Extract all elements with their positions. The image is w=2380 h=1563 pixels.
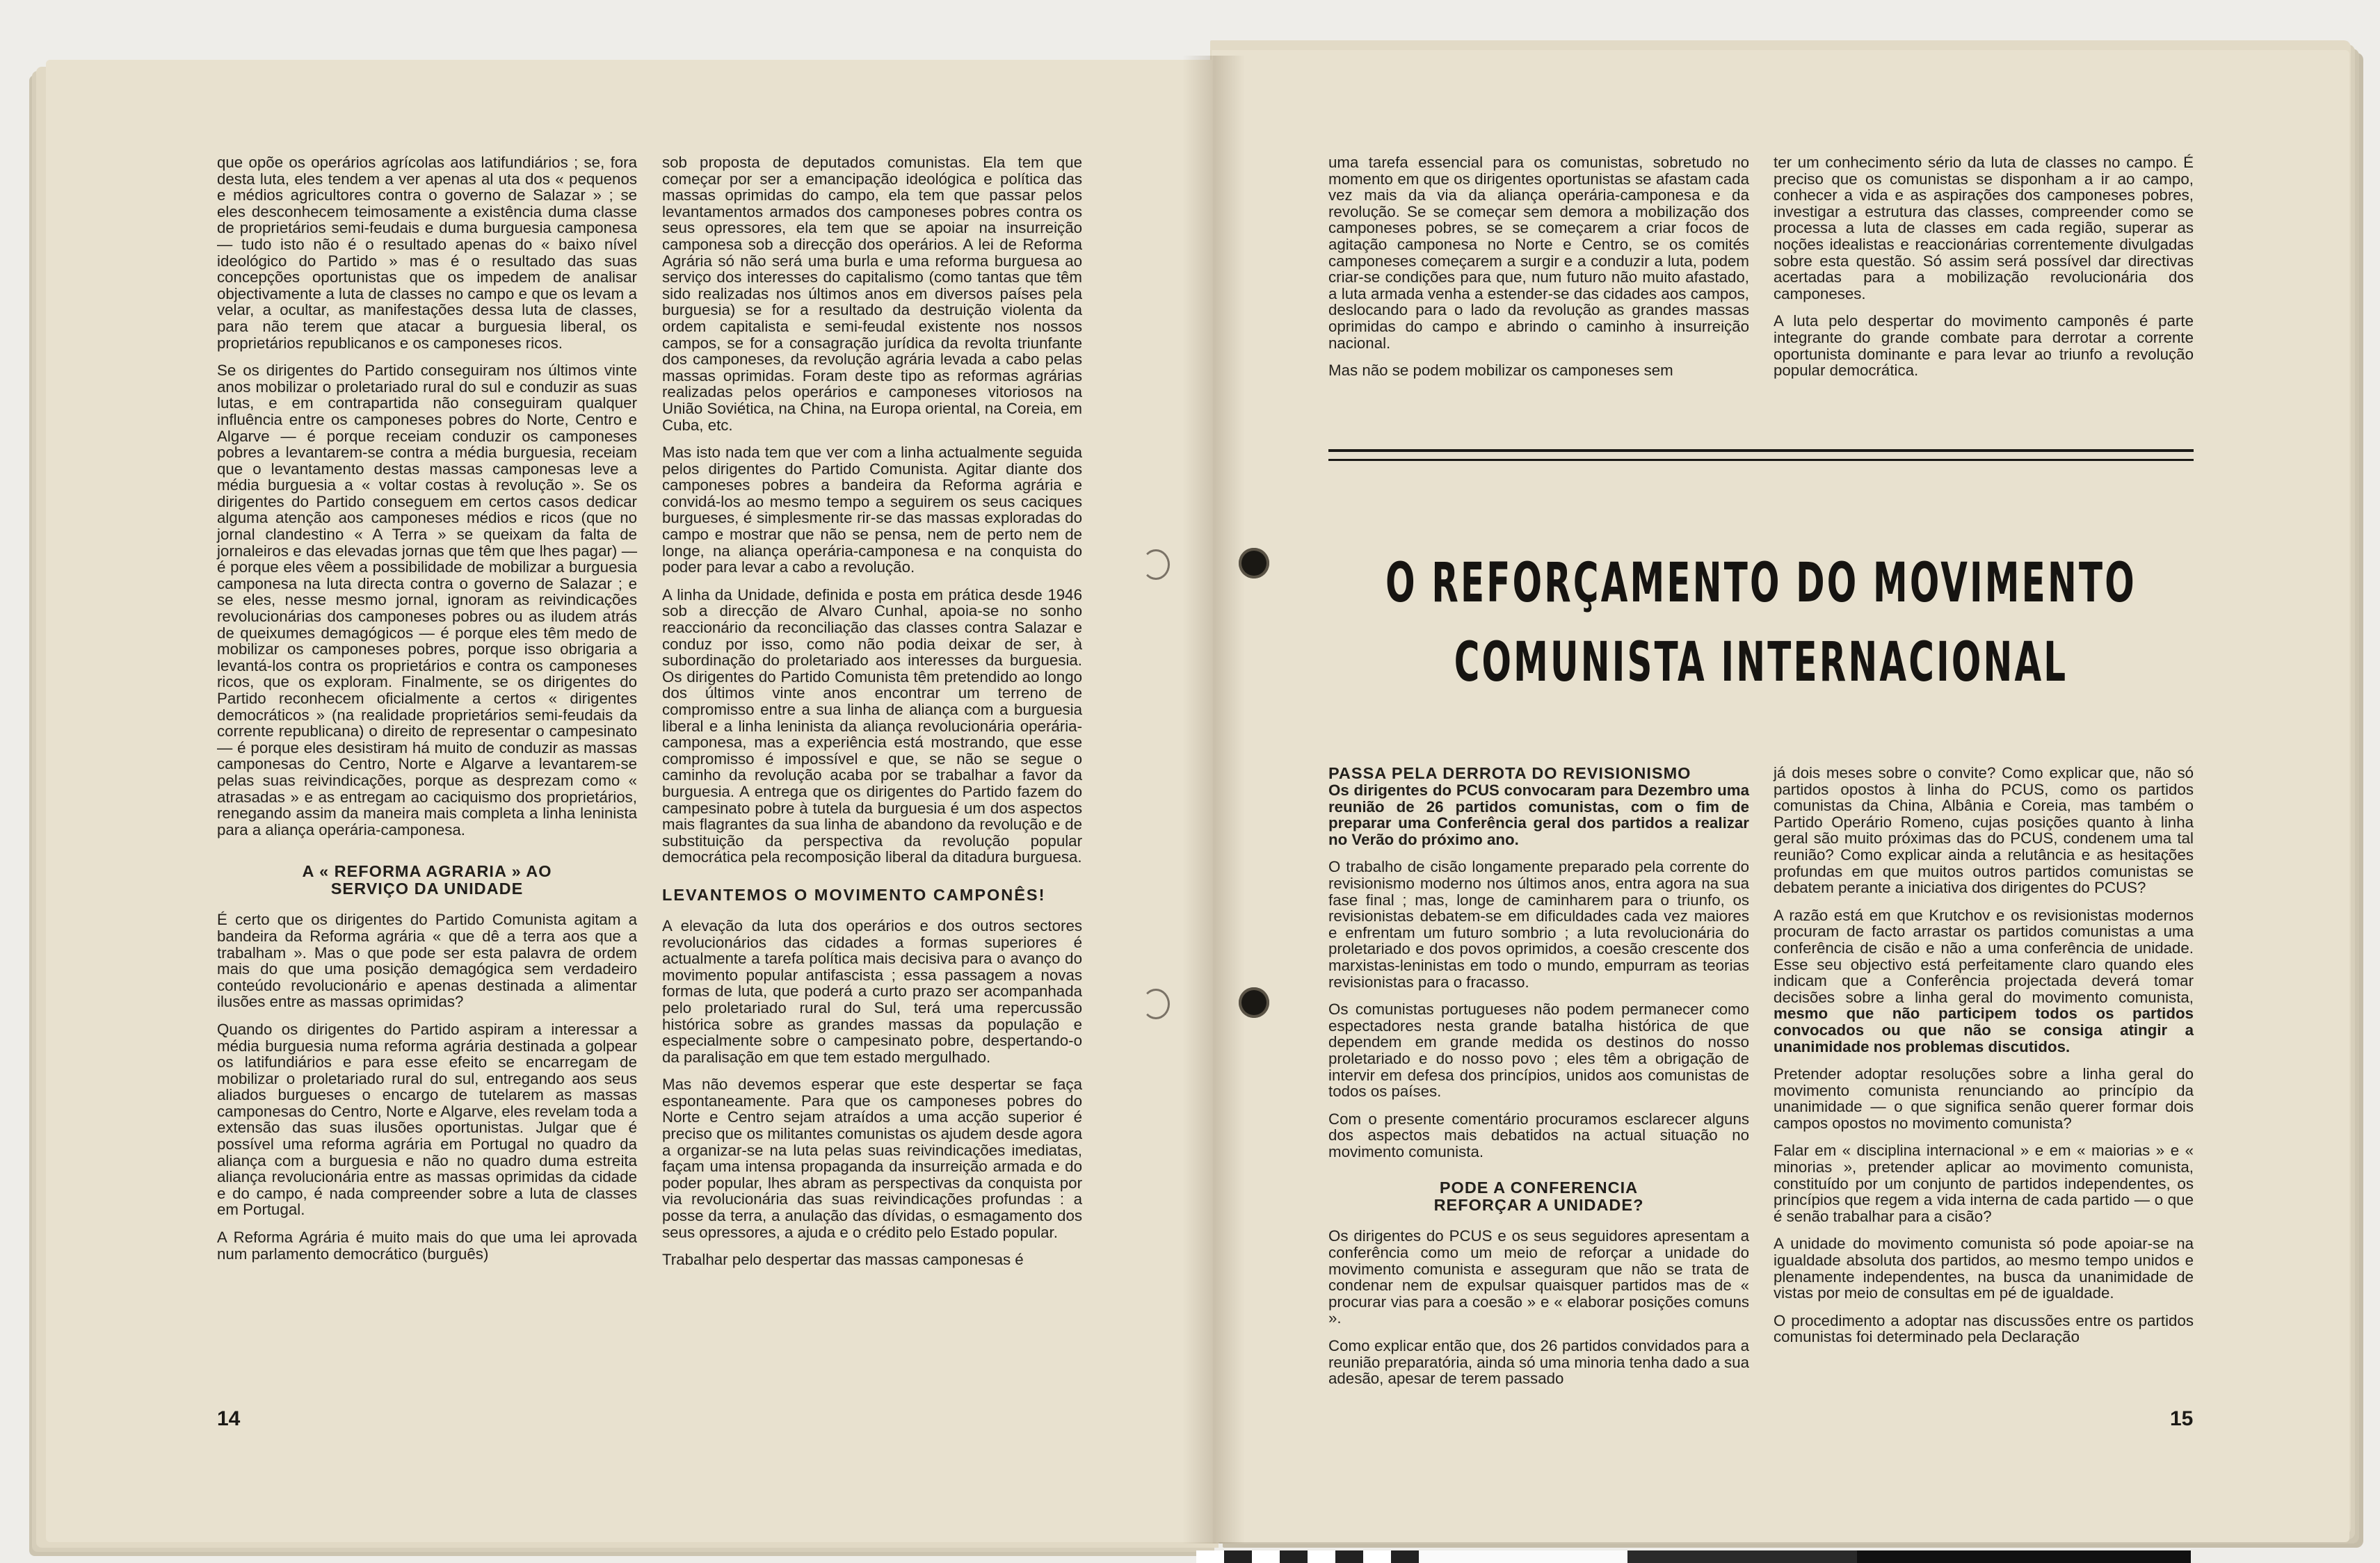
right-top-column-2 [1774,154,2194,390]
paragraph-text: A razão está em que Krutchov e os revisionistas modernos procuram de facto arrastar os partidos comunistas a uma conferência de cisão e não a uma conferência de unidade. Esse seu objectivo está perfeitamente claro quando eles indicam que a Conferência projectada deverá tomar decisões sobre a linha geral do movimento comunista, [1774,906,2194,1006]
binding-hole-bottom [1239,987,1269,1018]
paragraph: uma tarefa essencial para os comunistas, sobretudo no momento em que os dirigentes oportunistas se afastam cada vez mais da via da aliança operária-camponesa e da revolução. Se se começar sem demora a mobilização dos camponeses pobres, se se começarem a criar focos de agitação camponesa no Norte e Centro, se os comités camponeses começarem a surgir e a conduzir a luta, podem criar-se condições para que, num futuro não muito afastado, a luta armada venha a estender-se das cidades aos campos, deslocando para o lado da revolução as grandes massas oprimidas do campo e abrindo o caminho à insurreição nacional. [1328,154,1749,352]
paragraph: O trabalho de cisão longamente preparado pela corrente do revisionismo moderno nos últimos anos, entra agora na sua fase final ; mas, longe de caminharem para o triunfo, os revisionistas debatem-se em dificuldades cada vez maiores e enfrentam um futuro sombrio ; a luta revolucionária do proletariado e dos povos oprimidos, a coesão crescente dos marxistas-leninistas em todo o mundo, empurram as teorias revisionistas para o fracasso. [1328,858,1749,991]
paragraph: Como explicar então que, dos 26 partidos convidados para a reunião preparatória, ainda só uma minoria tenha dado a sua adesão, apesar de terem passado [1328,1337,1749,1388]
separator-rule-thick [1328,449,2194,452]
left-column-1 [217,154,637,1273]
paragraph: já dois meses sobre o convite? Como explicar que, não só partidos opostos à linha do PCUS, como os partidos comunistas da China, Albânia e Coreia, mas também o Partido Operário Romeno, cujas posições quanto à linha geral são muito próximas das do PCUS, condenem uma tal reunião? Como explicar ainda a relutância e as hesitações profundas em que muitos outros partidos comunistas se debatem perante a iniciativa dos dirigentes do PCUS? [1774,764,2194,897]
binding-coil-bottom [1142,989,1170,1019]
paragraph: Se os dirigentes do Partido conseguiram nos últimos vinte anos mobilizar o proletariado rural do sul e conduzir as suas lutas, e em contrapartida não conseguiram qualquer influência entre os camponeses pobres do Norte, Centro e Algarve — é porque receiam conduzir os camponeses pobres a levantarem-se contra a média burguesia, receiam que o levantamento destas massas camponesas leve a média burguesia a « voltar costas à revolução ». Se os dirigentes do Partido conseguem em certos casos dedicar alguma atenção aos camponeses médios e ricos (que no jornal clandestino « A Terra » se queixam da falta de jornaleiros e das elevadas jornas que têm que lhes pagar) — é porque eles vêem a possibilidade de mobilizar a burguesia camponesa na luta directa contra o governo de Salazar ; e se eles, nesse mesmo jornal, ignoram as reivindicações revolucionárias dos camponeses pobres ou as iludem atrás de queixumes demagógicos — é porque eles têm medo de mobilizar os camponeses pobres, porque isso obrigaria a levantá-los contra os proprietários e contra os camponeses ricos, que os exploram. Finalmente, se os dirigentes do Partido reconhecem oficialmente a certos « dirigentes democráticos » (na realidade proprietários semi-feudais da corrente republicana) o direito de representar o campesinato — é porque eles desistiram há muito de conduzir as massas camponesas do Centro, Norte e Algarve a levantarem-se pelas suas reivindicações, porque as desprezam como « atrasadas » e as entregam ao caciquismo dos proprietários, renegando assim da maneira mais completa a linha leninista para a aliança operária-camponesa. [217,362,637,839]
paragraph: Trabalhar pelo despertar das massas camponesas é [662,1251,1024,1269]
headline-line-2: COMUNISTA INTERNACIONAL [1454,631,2068,694]
paragraph: Pretender adoptar resoluções sobre a linha geral do movimento comunista renunciando ao princípio da unanimidade — o que significa senão querer formar dois campos opostos no movimento comunista? [1774,1065,2194,1132]
paragraph: A linha da Unidade, definida e posta em prática desde 1946 sob a direcção de Alvaro Cunhal, apoia-se no sonho reaccionário da reconciliação das classes contra Salazar e conduz por isso, como não podia deixar de ser, à subordinação do proletariado aos interesses da burguesia. Os dirigentes do Partido Comunista têm pretendido ao longo dos últimos vinte anos encontrar um terreno de compromisso entre a sua linha de aliança com a burguesia liberal e a linha leninista da aliança revolucionária operária-camponesa, mas a experiência está mostrando, que esse compromisso é impossível e que, se não se segue o caminho da revolução acaba por se trabalhar a favor da burguesia. A entrega que os dirigentes do Partido fazem do campesinato pobre à tutela da burguesia é um dos aspectos mais flagrantes da sua linha de abandono da revolução e de substituição da perspectiva da revolução popular democrática pela recomposição liberal da ditadura burguesa. [662,585,1082,866]
article-headline [1385,544,2137,702]
paragraph: Falar em « disciplina internacional » e em « maiorias » e « minorias », pretender aplicar ao movimento comunista, constituído por um conjunto de partidos independentes, os princípios que regem a vida interna de cada partido — o que é senão trabalhar para a cisão? [1774,1142,2194,1225]
paragraph: sob proposta de deputados comunistas. Ela tem que começar por ser a emancipação ideológica e política das massas oprimidas do campo, ela tem que passar pelos levantamentos armados dos camponeses pobres contra os seus opressores, ela tem que se apoiar na insurreição camponesa sob a direcção dos operários. A lei de Reforma Agrária só não será uma burla e uma reforma burguesa ao serviço dos interesses do capitalismo (como tantas que têm sido realizadas nos últimos anos em diversos países pela burguesia) se for a resultado da destruição violenta da ordem capitalista e semi-feudal existente nos nossos campos, se for a consagração jurídica da revolta triunfante dos camponeses, da revolução agrária levada a cabo pelas massas oprimidas. Foram deste tipo as reformas agrárias realizadas pelos operários e camponeses vitoriosos na União Soviética, na China, na Europa oriental, na Coreia, em Cuba, etc. [662,154,1082,434]
paragraph: Mas não devemos esperar que este despertar se faça espontaneamente. Para que os camponeses pobres do Norte e Centro sejam atraídos a uma acção superior é preciso que os militantes comunistas os ajudem desde agora a organizar-se na luta pelas suas reivindicações imediatas, façam uma intensa propaganda da insurreição armada e do poder popular, lhes abram as perspectivas da conquista por via revolucionária das suas reivindicações profundas : a posse da terra, a anulação das dívidas, o esmagamento dos seus opressores, a ajuda e o crédito pelo Estado popular. [662,1076,1082,1241]
paragraph: Mas não se podem mobilizar os camponeses sem [1328,362,1673,380]
paragraph: A elevação da luta dos operários e dos outros sectores revolucionários das cidades a formas superiores é actualmente a tarefa política mais decisiva para o avanço do movimento popular antifascista ; essa passagem a novas formas de luta, que poderá a curto prazo ser acompanhada pelo proletariado rural do Sul, terá uma repercussão histórica sobre as grandes massas da população e especialmente sobre o campesinato pobre, despertando-o da paralisação em que tem estado mergulhado. [662,916,1082,1066]
binding-coil-top [1142,549,1170,580]
paragraph: É certo que os dirigentes do Partido Comunista agitam a bandeira da Reforma agrária « que dê a terra aos que a trabalham ». Mas o que pode ser esta palavra de ordem mais do que uma posição demagógica sem verdadeiro conteúdo revolucionário e apenas destinada a alimentar ilusões entre as massas oprimidas? [217,911,637,1011]
scan-ruler [1196,1550,2191,1563]
paragraph: A luta pelo despertar do movimento camponês é parte integrante do grande combate para derrotar a corrente oportunista dominante e para levar ao triunfo a revolução popular democrática. [1774,312,2194,380]
paragraph: O procedimento a adoptar nas discussões entre os partidos comunistas foi determinado pela Declaração [1774,1311,2194,1346]
paragraph: Os dirigentes do PCUS convocaram para Dezembro uma reunião de 26 partidos comunistas, com o fim de preparar uma Conferência geral dos partidos a realizar no Verão do próximo ano. [1328,782,1749,848]
section-subheading: PODE A CONFERENCIA REFORÇAR A UNIDADE? [1433,1179,1644,1215]
paragraph: que opõe os operários agrícolas aos latifundiários ; se, fora desta luta, eles tendem a ver apenas al uta dos « pequenos e médios agricultores contra o governo de Salazar » ; se eles desconhecem teimosamente a existência duma classe de proprietários semi-feudais e duma burguesia camponesa — tudo isto não é o resultado apenas do « baixo nível ideológico do Partido » mas é o resultado das suas concepções oportunistas que os impedem de analisar objectivamente a luta de classes no campo e que os levam a velar, a ocultar, as manifestações dessa luta de classes, para não terem que atacar a burguesia liberal, os proprietários republicanos e os camponeses ricos. [217,154,637,352]
emphasis-text: mesmo que não participem todos os partidos convocados ou que não se consiga atingir a unanimidade nos problemas discutidos. [1774,1005,2194,1055]
right-top-column-1 [1328,154,1749,390]
paragraph: Os comunistas portugueses não podem permanecer como espectadores nesta grande batalha histórica de que dependem em grande medida os destinos do nosso proletariado e do nosso povo ; eles têm a obrigação de intervir em defesa dos princípios, unidos aos comunistas de todos os países. [1328,1001,1749,1101]
section-heading: LEVANTEMOS O MOVIMENTO CAMPONÊS! [662,885,1046,904]
section-heading: PASSA PELA DERROTA DO REVISIONISMO [1328,764,1691,782]
headline-line-1: O REFORÇAMENTO DO MOVIMENTO [1385,552,2137,615]
left-column-2 [662,154,1082,1279]
section-heading: A « REFORMA AGRARIA » AO SERVIÇO DA UNIDADE [302,862,552,898]
right-bottom-column-2 [1774,765,2194,1357]
paragraph: Quando os dirigentes do Partido aspiram a interessar a média burguesia numa reforma agrária destinada a golpear os latifundiários e para esse efeito se encarregam de mobilizar o proletariado rural do sul, entregando aos seus aliados burgueses o encargo de tutelarem as massas camponesas do Centro, Norte e Algarve, eles revelam toda a extensão das suas ilusões oportunistas. Julgar que é possível uma reforma agrária em Portugal no quadro da aliança com a burguesia e não no quadro duma estreita aliança revolucionária entre as massas oprimidas da cidade e do campo, é nada compreender sobre a luta de classes em Portugal. [217,1020,637,1219]
book-gutter [1182,56,1245,1544]
page-number-left: 14 [217,1407,241,1430]
page-number-right: 15 [2170,1407,2194,1430]
paragraph: Mas isto nada tem que ver com a linha actualmente seguida pelos dirigentes do Partido Comunista. Agitar diante dos camponeses pobres a bandeira da Reforma agrária e convidá-los ao mesmo tempo a seguirem os seus caciques burgueses, é simplesmente rir-se das massas exploradas do campo e mostrar que não se pensa, nem de perto nem de longe, na aliança operária-camponesa e na conquista do poder para levar a cabo a revolução. [662,444,1082,576]
paragraph: ter um conhecimento sério da luta de classes no campo. É preciso que os comunistas se disponham a ir ao campo, conhecer a vida e as aspirações dos camponeses pobres, investigar a estrutura das classes, compreender como se processa a luta de classes em cada região, superar as noções idealistas e reaccionárias correntemente divulgadas sobre esta questão. Só assim será possível dar directivas acertadas para a mobilização revolucionária dos camponeses. [1774,154,2194,302]
separator-rule-thin [1328,459,2194,461]
paragraph: Os dirigentes do PCUS e os seus seguidores apresentam a conferência como um meio de reforçar a unidade do movimento comunista e asseguram que não se trata de condenar nem de expulsar quaisquer partidos mas de « procurar vias para a coesão » e « elaborar posições comuns ». [1328,1227,1749,1327]
paragraph: Com o presente comentário procuramos esclarecer alguns dos aspectos mais debatidos na actual situação no movimento comunista. [1328,1110,1749,1160]
paragraph: A unidade do movimento comunista só pode apoiar-se na igualdade absoluta dos partidos, ao mesmo tempo unidos e plenamente independentes, na busca da unanimidade de vistas por meio de consultas em pé de igualdade. [1774,1235,2194,1302]
right-bottom-column-1 [1328,765,1749,1398]
paragraph [1774,907,2194,1055]
paragraph: A Reforma Agrária é muito mais do que uma lei aprovada num parlamento democrático (burguês) [217,1229,637,1263]
